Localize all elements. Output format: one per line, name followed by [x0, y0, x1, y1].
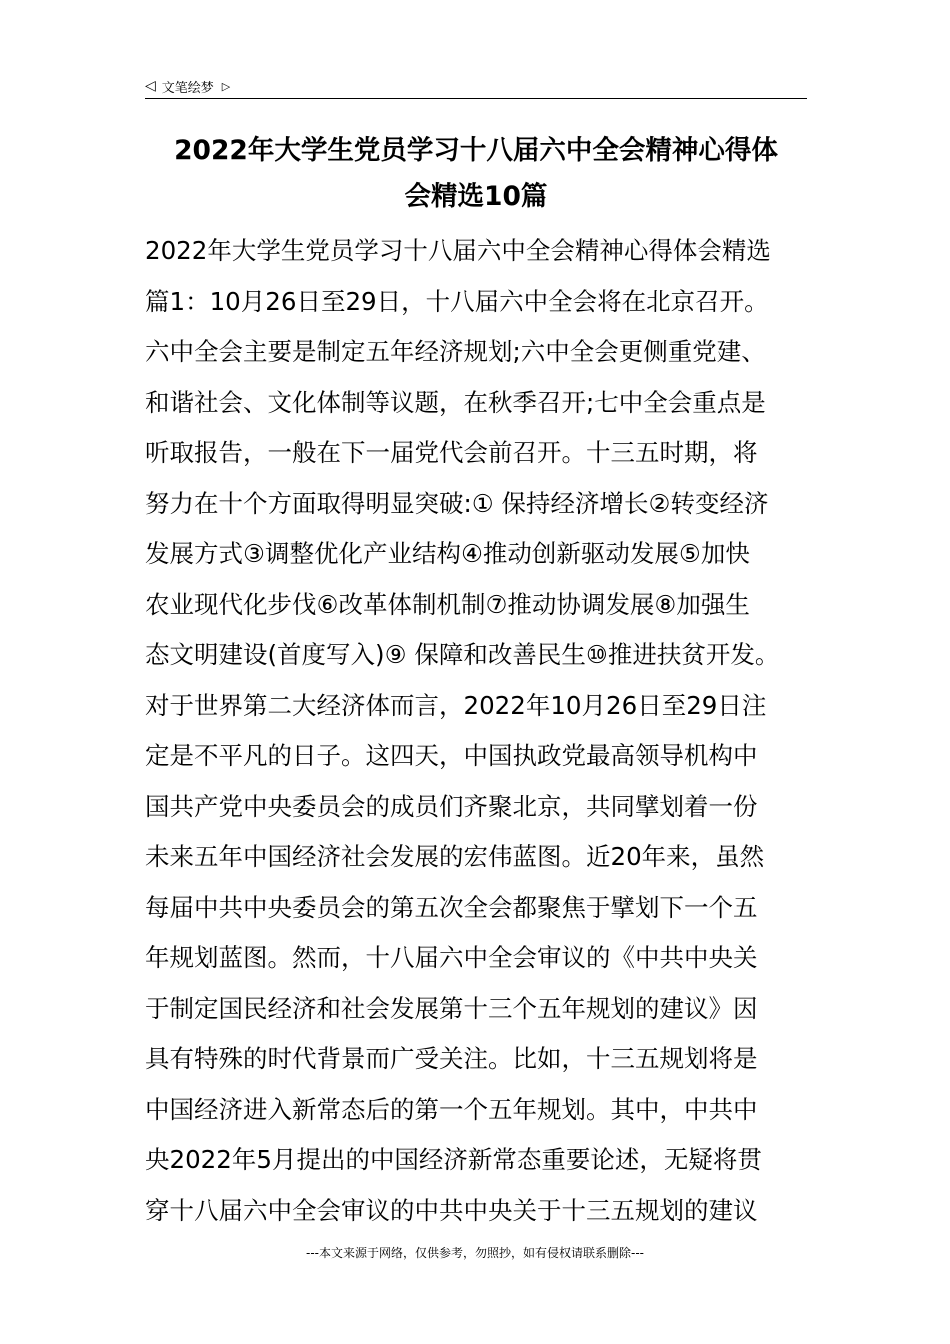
- body-line: 具有特殊的时代背景而广受关注。比如，十三五规划将是: [145, 1044, 758, 1073]
- body-line: 态文明建设(首度写入)⑨ 保障和改善民生⑩推进扶贫开发。: [145, 640, 780, 669]
- body-line: 央2022年5月提出的中国经济新常态重要论述，无疑将贯: [145, 1145, 762, 1174]
- body-line: 六中全会主要是制定五年经济规划;六中全会更侧重党建、: [145, 337, 766, 366]
- body-line: 和谐社会、文化体制等议题，在秋季召开;七中全会重点是: [145, 387, 766, 417]
- brand-label: 文笔绘梦: [161, 80, 214, 96]
- body-line: 未来五年中国经济社会发展的宏伟蓝图。近20年来，虽然: [145, 842, 765, 871]
- title-line-1: 2022年大学生党员学习十八届六中全会精神心得体: [174, 135, 778, 166]
- document-body: [145, 226, 811, 1236]
- body-line: 努力在十个方面取得明显突破:① 保持经济增长②转变经济: [145, 488, 769, 518]
- body-line: 定是不平凡的日子。这四天，中国执政党最高领导机构中: [145, 741, 758, 770]
- body-line: 国共产党中央委员会的成员们齐聚北京，共同擘划着一份: [145, 791, 758, 821]
- body-line: 中国经济进入新常态后的第一个五年规划。其中，中共中: [145, 1094, 758, 1124]
- triangle-left-icon: ◁: [145, 78, 156, 94]
- body-line: 于制定国民经济和社会发展第十三个五年规划的建议》因: [145, 993, 758, 1023]
- title-line-2: 会精选10篇: [404, 181, 548, 212]
- body-line: 农业现代化步伐⑥改革体制机制⑦推动协调发展⑧加强生: [145, 589, 750, 619]
- triangle-right-icon: ▷: [221, 79, 231, 93]
- document-title: [145, 128, 807, 220]
- body-line: 穿十八届六中全会审议的中共中央关于十三五规划的建议: [145, 1195, 758, 1225]
- body-line: 对于世界第二大经济体而言，2022年10月26日至29日注: [145, 690, 767, 720]
- footer-disclaimer: ---本文来源于网络，仅供参考，勿照抄，如有侵权请联系删除---: [306, 1246, 644, 1260]
- body-line: 2022年大学生党员学习十八届六中全会精神心得体会精选: [145, 236, 771, 265]
- body-line: 听取报告，一般在下一届党代会前召开。十三五时期，将: [145, 438, 758, 467]
- body-line: 年规划蓝图。然而，十八届六中全会审议的《中共中央关: [145, 943, 758, 972]
- body-line: 发展方式③调整优化产业结构④推动创新驱动发展⑤加快: [145, 539, 750, 568]
- body-line: 篇1：10月26日至29日，十八届六中全会将在北京召开。: [145, 286, 769, 316]
- page-header: [145, 74, 807, 99]
- body-line: 每届中共中央委员会的第五次全会都聚焦于擘划下一个五: [145, 892, 758, 922]
